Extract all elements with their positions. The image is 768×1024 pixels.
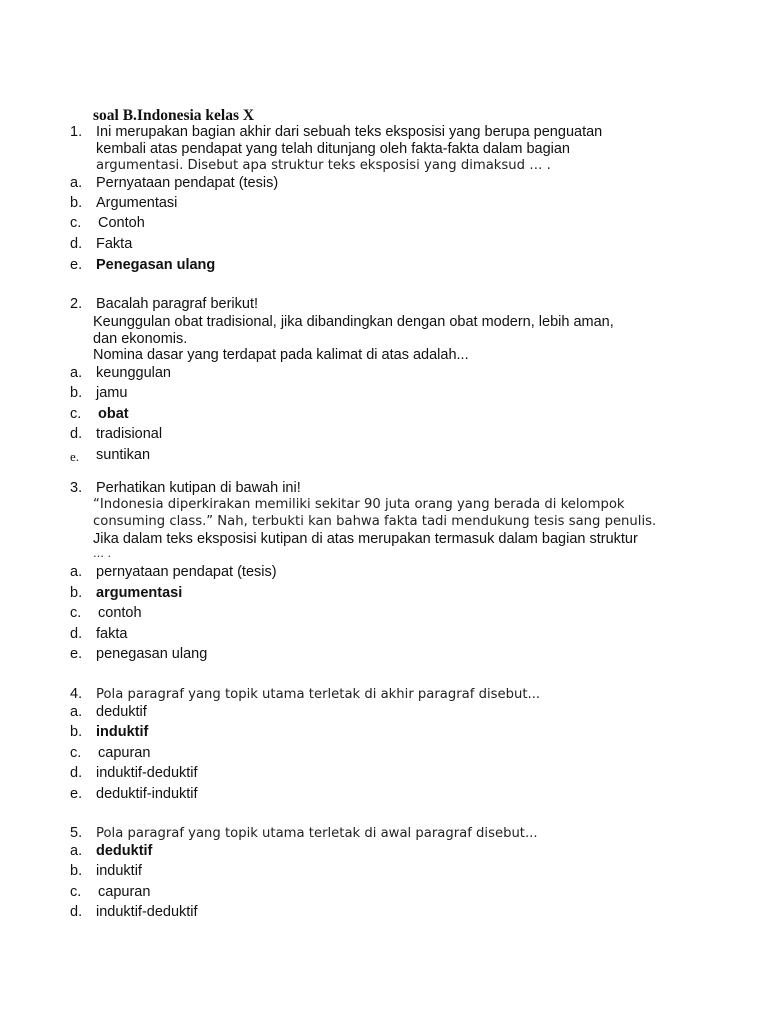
option-text: deduktif [96,704,147,720]
option-text: induktif-deduktif [96,765,198,781]
question-text: … . [93,547,111,560]
option-letter: c. [70,884,82,900]
option-text: contoh [98,605,142,621]
option-text: Pernyataan pendapat (tesis) [96,175,279,191]
question-text: Jika dalam teks eksposisi kutipan di atas merupakan termasuk dalam bagian struktur [93,531,638,547]
option-text-answer: obat [98,406,129,422]
option-letter: e. [70,449,80,464]
option-text: fakta [96,626,128,642]
option-text: penegasan ulang [96,646,208,662]
option-text: capuran [98,884,151,900]
question-text: “Indonesia diperkirakan memiliki sekitar 90 juta orang yang berada di kelompok [93,497,625,512]
option-letter: a. [70,175,83,191]
option-text: induktif [96,863,142,879]
option-text: jamu [96,385,128,401]
question-text: Pola paragraf yang topik utama terletak di akhir paragraf disebut... [96,687,541,702]
question-number: 4. [70,686,83,702]
option-letter: b. [70,724,83,740]
option-letter: d. [70,426,83,442]
option-letter: b. [70,585,83,601]
option-letter: e. [70,646,83,662]
option-text: tradisional [96,426,163,442]
option-text: deduktif-induktif [96,786,198,802]
question-text: dan ekonomis. [93,331,188,347]
question-number: 5. [70,825,83,841]
option-text: keunggulan [96,365,171,381]
option-letter: c. [70,745,82,761]
question-text: Perhatikan kutipan di bawah ini! [96,480,301,496]
option-letter: c. [70,406,82,422]
option-text-answer: deduktif [96,843,153,859]
option-letter: d. [70,626,83,642]
option-letter: c. [70,215,82,231]
option-letter: d. [70,904,83,920]
question-number: 1. [70,124,83,140]
question-text: Nomina dasar yang terdapat pada kalimat di atas adalah... [93,347,469,363]
question-text: Pola paragraf yang topik utama terletak di awal paragraf disebut... [96,826,538,841]
option-letter: a. [70,704,83,720]
option-letter: d. [70,236,83,252]
question-number: 3. [70,480,83,496]
question-text: consuming class.” Nah, terbukti kan bahwa fakta tadi mendukung tesis sang penulis. [93,514,657,529]
option-letter: d. [70,765,83,781]
option-letter: a. [70,843,83,859]
option-text: pernyataan pendapat (tesis) [96,564,277,580]
question-text: kembali atas pendapat yang telah ditunjang oleh fakta-fakta dalam bagian [96,141,570,157]
question-text: Bacalah paragraf berikut! [96,296,259,312]
question-text: Keunggulan obat tradisional, jika dibandingkan dengan obat modern, lebih aman, [93,314,614,330]
option-text: induktif-deduktif [96,904,198,920]
option-letter: b. [70,195,83,211]
option-text: Fakta [96,236,133,252]
option-letter: e. [70,257,83,273]
question-text: Ini merupakan bagian akhir dari sebuah teks eksposisi yang berupa penguatan [96,124,603,140]
option-text: Contoh [98,215,145,231]
option-letter: b. [70,863,83,879]
option-text-answer: argumentasi [96,585,183,601]
option-text-answer: Penegasan ulang [96,257,216,273]
option-text: Argumentasi [96,195,178,211]
document-title: soal B.Indonesia kelas X [93,107,255,124]
option-letter: a. [70,365,83,381]
option-text: capuran [98,745,151,761]
option-letter: b. [70,385,83,401]
option-letter: c. [70,605,82,621]
option-text-answer: induktif [96,724,149,740]
question-number: 2. [70,296,83,312]
option-letter: a. [70,564,83,580]
option-letter: e. [70,786,83,802]
option-text: suntikan [96,447,151,463]
question-text: argumentasi. Disebut apa struktur teks eksposisi yang dimaksud … . [96,158,551,173]
